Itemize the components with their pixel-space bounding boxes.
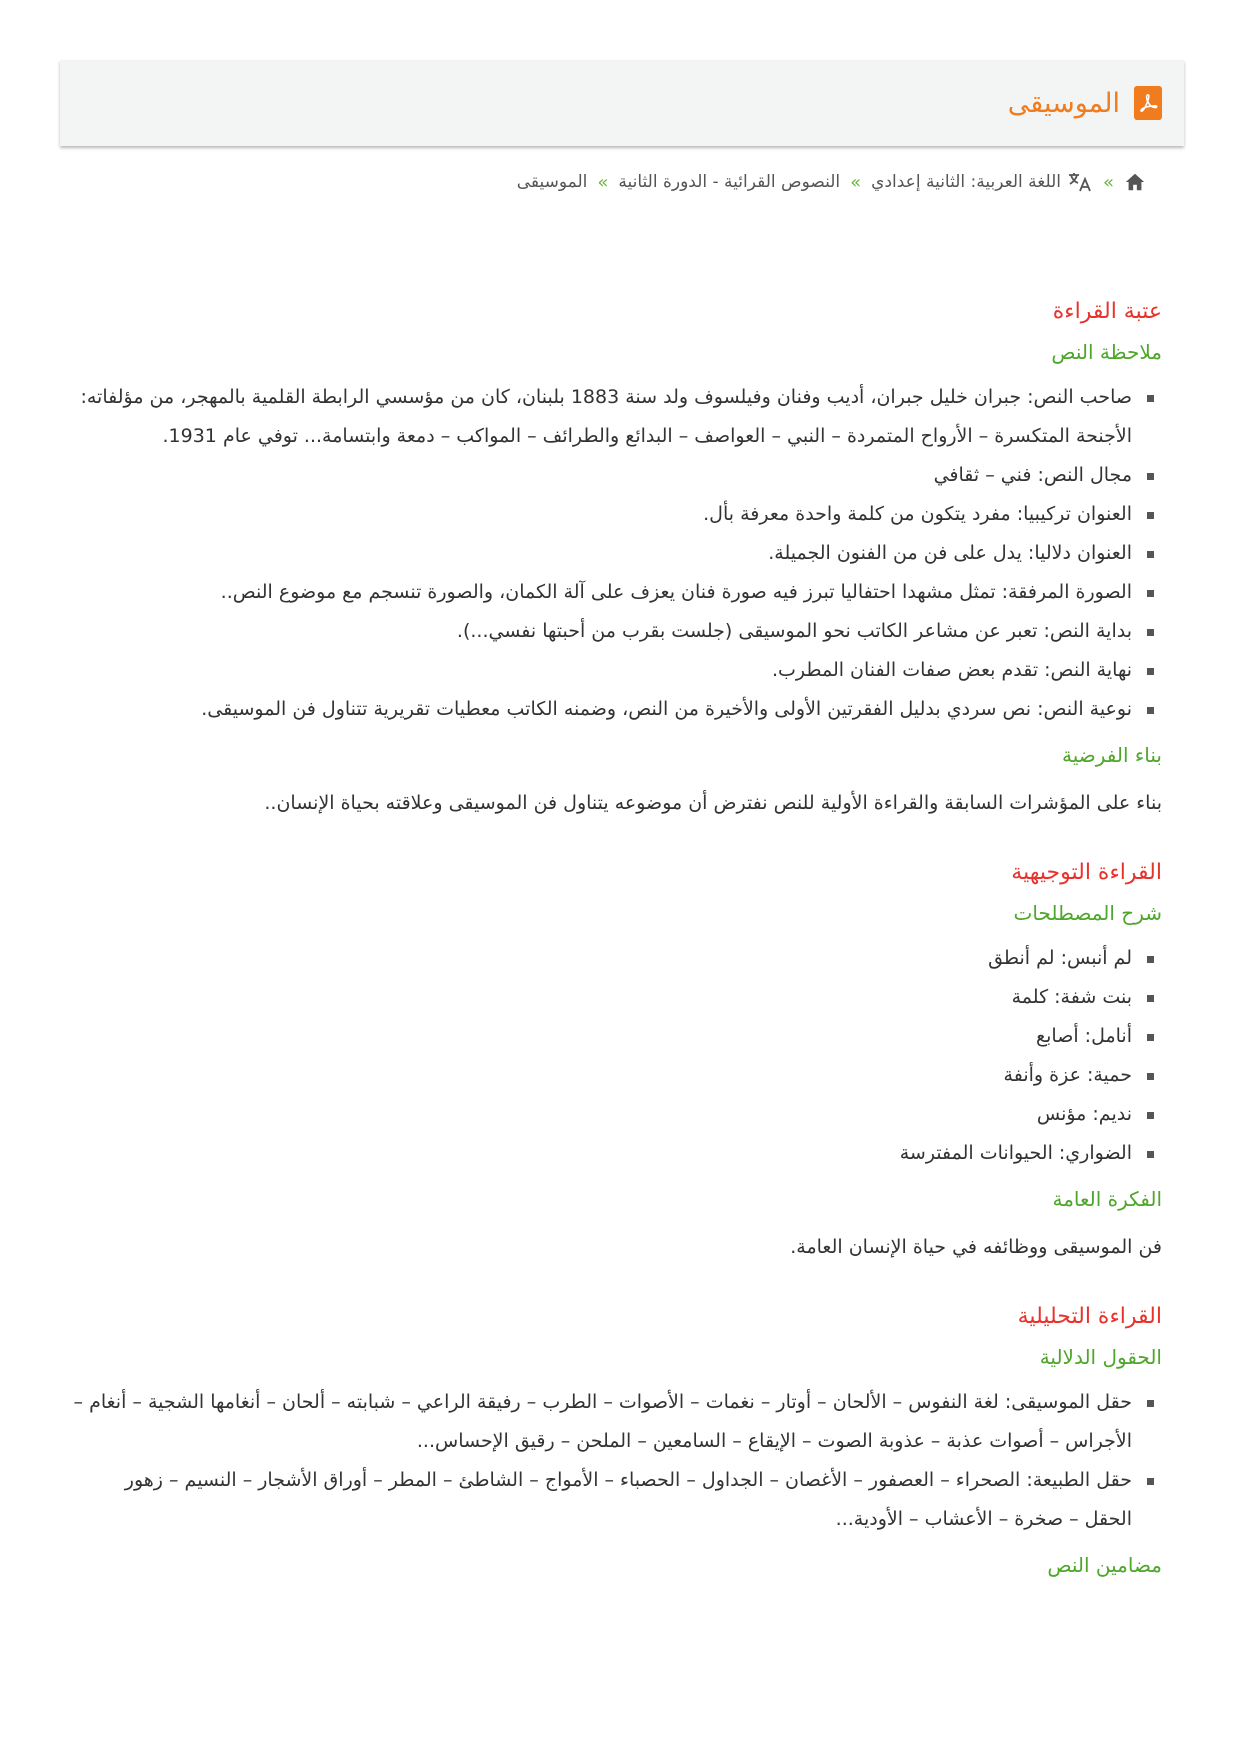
subsection-title-terms: شرح المصطلحات [1013, 901, 1162, 925]
spacer [72, 823, 1162, 853]
breadcrumb-link-subject[interactable]: اللغة العربية: الثانية إعدادي [871, 172, 1061, 192]
list-item: العنوان دلاليا: يدل على فن من الفنون الجميلة. [72, 534, 1132, 573]
pdf-icon[interactable] [1134, 86, 1162, 120]
list-item: بداية النص: تعبر عن مشاعر الكاتب نحو الموسيقى (جلست بقرب من أحبتها نفسي...). [72, 612, 1132, 651]
terms-list [72, 939, 1162, 1173]
breadcrumb-link-category[interactable]: النصوص القرائية - الدورة الثانية [618, 172, 841, 192]
section-title-reading-threshold: عتبة القراءة [1052, 299, 1162, 324]
breadcrumb [517, 170, 1146, 194]
breadcrumb-separator: » [850, 171, 862, 193]
semantic-fields-list [72, 1383, 1162, 1539]
list-item: مجال النص: فني – ثقافي [72, 456, 1132, 495]
list-item: حقل الموسيقى: لغة النفوس – الألحان – أوتار – نغمات – الأصوات – الطرب – رفيقة الراعي – شبابته – ألحان – أنغامها الشجية – أنغام – الأجراس – أصوات عذبة – عذوبة الصوت – الإيقاع – السامعين – الملحن – رقيق الإحساس... [72, 1383, 1132, 1461]
list-item: بنت شفة: كلمة [72, 978, 1132, 1017]
hypothesis-text: بناء على المؤشرات السابقة والقراءة الأولية للنص نفترض أن موضوعه يتناول فن الموسيقى وعلاقته بحياة الإنسان.. [264, 792, 1162, 814]
subsection-title-semantic-fields: الحقول الدلالية [1039, 1345, 1162, 1369]
article-content [72, 292, 1162, 1585]
home-icon[interactable] [1124, 171, 1146, 193]
section-title-guided-reading: القراءة التوجيهية [1011, 860, 1162, 885]
subsection-title-general-idea: الفكرة العامة [1052, 1187, 1162, 1211]
list-item: نهاية النص: تقدم بعض صفات الفنان المطرب. [72, 651, 1132, 690]
list-item: الصورة المرفقة: تمثل مشهدا احتفاليا تبرز فيه صورة فنان يعزف على آلة الكمان، والصورة تنسجم مع موضوع النص.. [72, 573, 1132, 612]
translate-icon [1067, 170, 1093, 194]
spacer [72, 1267, 1162, 1297]
observation-list [72, 378, 1162, 729]
list-item: حقل الطبيعة: الصحراء – العصفور – الأغصان – الجداول – الحصباء – الأمواج – الشاطئ – المطر – أوراق الأشجار – النسيم – زهور الحقل – صخرة – الأعشاب – الأودية... [72, 1461, 1132, 1539]
breadcrumb-separator: » [1102, 171, 1114, 193]
breadcrumb-separator: » [597, 171, 609, 193]
subsection-title-observation: ملاحظة النص [1051, 340, 1162, 364]
general-idea-text: فن الموسيقى ووظائفه في حياة الإنسان العامة. [790, 1236, 1162, 1258]
list-item: لم أنبس: لم أنطق [72, 939, 1132, 978]
list-item: حمية: عزة وأنفة [72, 1056, 1132, 1095]
list-item: صاحب النص: جبران خليل جبران، أديب وفنان وفيلسوف ولد سنة 1883 بلبنان، كان من مؤسسي الرابطة القلمية بالمهجر، من مؤلفاته: الأجنحة المتكسرة – الأرواح المتمردة – النبي – العواصف – البدائع والطرائف – المواكب – دمعة وابتسامة... توفي عام 1931. [72, 378, 1132, 456]
list-item: أنامل: أصابع [72, 1017, 1132, 1056]
list-item: نديم: مؤنس [72, 1095, 1132, 1134]
list-item: نوعية النص: نص سردي بدليل الفقرتين الأولى والأخيرة من النص، وضمنه الكاتب معطيات تقريرية تتناول فن الموسيقى. [72, 690, 1132, 729]
subsection-title-contents: مضامين النص [1047, 1553, 1162, 1577]
subsection-title-hypothesis: بناء الفرضية [1062, 743, 1162, 767]
section-title-analytical-reading: القراءة التحليلية [1017, 1304, 1162, 1329]
pdf-glyph [1137, 92, 1159, 114]
article-header [60, 60, 1184, 146]
breadcrumb-current: الموسيقى [516, 172, 588, 192]
page-title: الموسيقى [1007, 87, 1120, 119]
list-item: العنوان تركيبيا: مفرد يتكون من كلمة واحدة معرفة بأل. [72, 495, 1132, 534]
list-item: الضواري: الحيوانات المفترسة [72, 1134, 1132, 1173]
